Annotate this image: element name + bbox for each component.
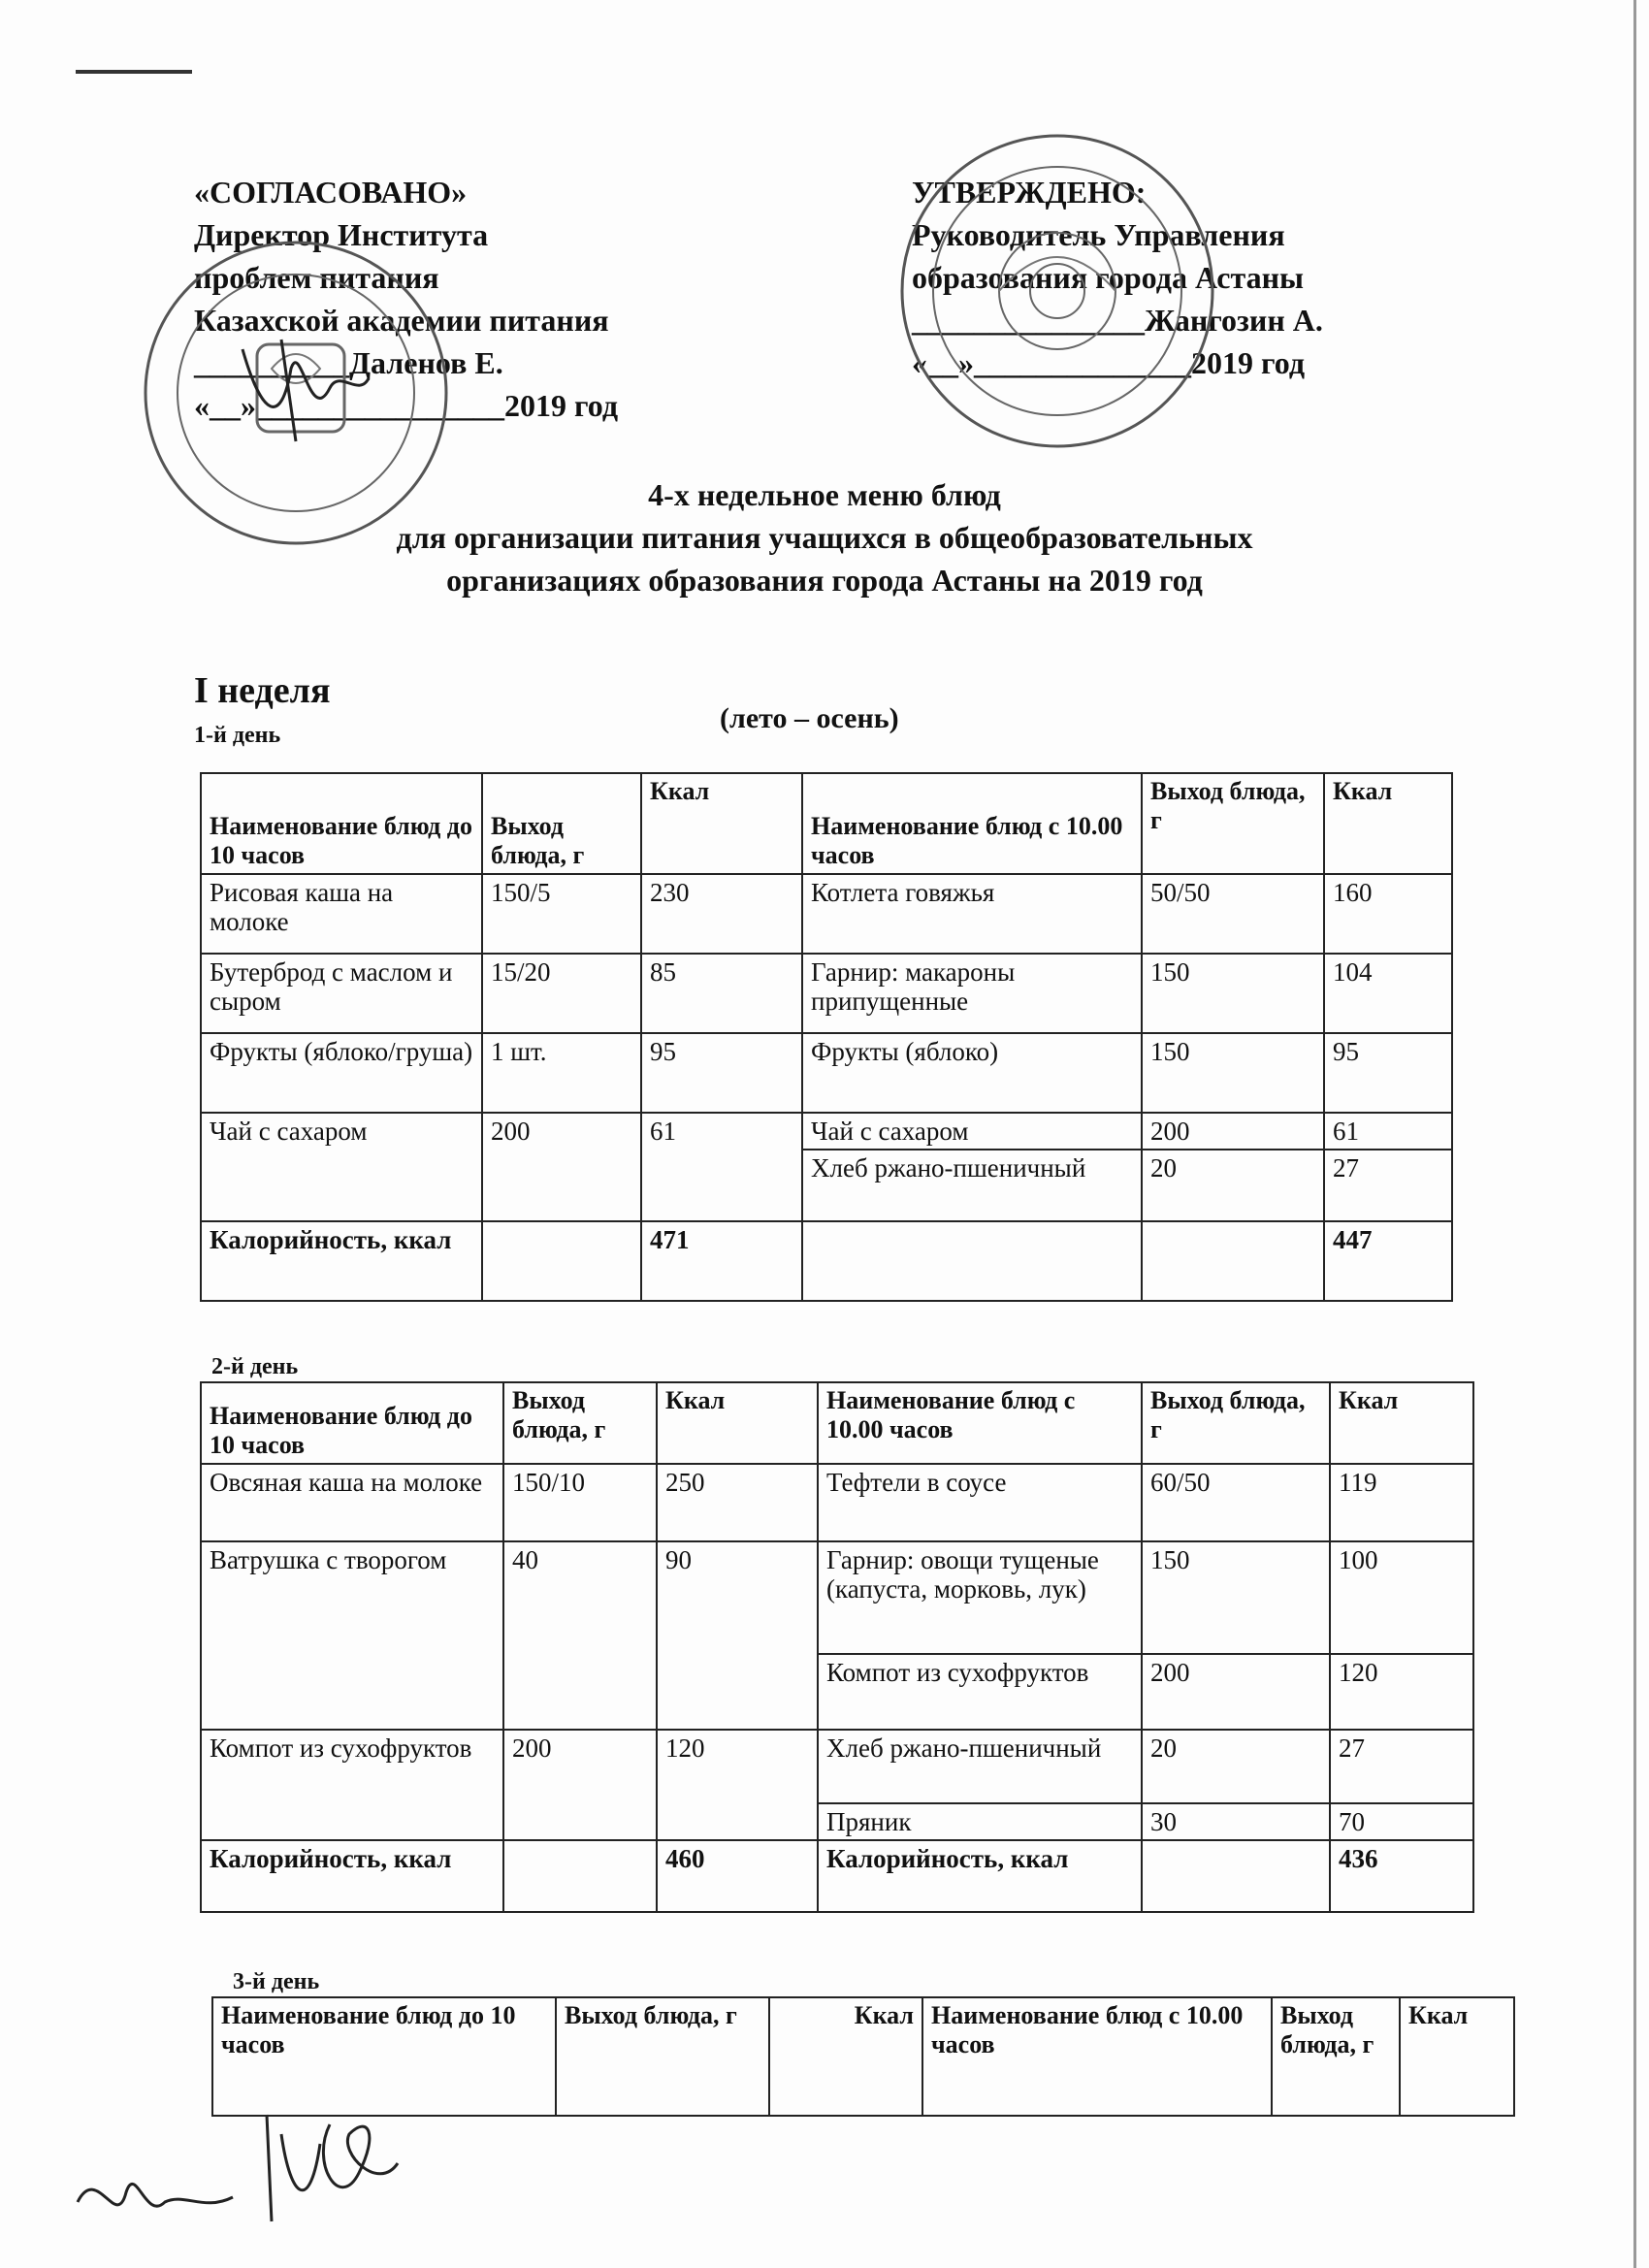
day1-label: 1-й день	[194, 723, 281, 748]
approval-left-title: «СОГЛАСОВАНО»	[194, 175, 468, 210]
am-kcal: 90	[657, 1541, 818, 1730]
am-yield: 150/5	[482, 874, 641, 954]
am-dish: Чай с сахаром	[201, 1113, 482, 1221]
col-header-kcal-pm: Ккал	[1400, 1997, 1514, 2116]
table-row	[201, 954, 1452, 1033]
document-title	[0, 473, 1649, 601]
total-am-kcal: 460	[657, 1840, 818, 1912]
pm-yield: 150	[1142, 1541, 1330, 1654]
table-row	[201, 1033, 1452, 1113]
col-header-kcal-am: Ккал	[641, 773, 802, 874]
day2-menu-table	[200, 1381, 1474, 1913]
pm-dish: Котлета говяжья	[802, 874, 1142, 954]
title-line-1: 4-х недельное меню блюд	[648, 477, 1001, 512]
am-yield: 200	[482, 1113, 641, 1221]
approval-left-date: «__»________________2019 год	[194, 388, 618, 423]
col-header-yield-pm: Выход блюда, г	[1272, 1997, 1400, 2116]
approval-left-org1: проблем питания	[194, 260, 439, 295]
pm-kcal: 160	[1324, 874, 1452, 954]
total-label: Калорийность, ккал	[201, 1221, 482, 1301]
approval-left-signer: __________Даленов Е.	[194, 345, 503, 380]
total-pm-label: Калорийность, ккал	[818, 1840, 1142, 1912]
pm-yield: 20	[1142, 1730, 1330, 1803]
col-header-kcal-am: Ккал	[657, 1382, 818, 1464]
col-header-yield-pm: Выход блюда, г	[1142, 1382, 1330, 1464]
am-yield: 15/20	[482, 954, 641, 1033]
table-total-row	[201, 1221, 1452, 1301]
col-header-yield-am: Выход блюда, г	[556, 1997, 769, 2116]
pm-kcal: 104	[1324, 954, 1452, 1033]
am-dish: Фрукты (яблоко/груша)	[201, 1033, 482, 1113]
total-label: Калорийность, ккал	[201, 1840, 503, 1912]
table-header-row	[212, 1997, 1514, 2116]
approval-left-org2: Казахской академии питания	[194, 303, 609, 338]
table-row	[201, 1541, 1473, 1654]
pm-dish: Компот из сухофруктов	[818, 1654, 1142, 1730]
pm-dish: Хлеб ржано-пшеничный	[818, 1730, 1142, 1803]
day2-label: 2-й день	[211, 1354, 299, 1379]
col-header-kcal-pm: Ккал	[1324, 773, 1452, 874]
total-pm-kcal: 436	[1330, 1840, 1473, 1912]
pm-kcal: 95	[1324, 1033, 1452, 1113]
empty-cell	[1142, 1221, 1324, 1301]
pm-kcal: 61	[1324, 1113, 1452, 1150]
pm-yield: 200	[1142, 1113, 1324, 1150]
col-header-name-am: Наименование блюд до 10 часов	[201, 773, 482, 874]
signature-bottom-left	[68, 2144, 242, 2241]
pm-dish: Тефтели в соусе	[818, 1464, 1142, 1541]
pm-kcal: 120	[1330, 1654, 1473, 1730]
pm-dish: Гарнир: овощи тущеные (капуста, морковь, лук)	[818, 1541, 1142, 1654]
approval-right-org: образования города Астаны	[912, 260, 1304, 295]
pm-yield: 200	[1142, 1654, 1330, 1730]
pm-yield: 60/50	[1142, 1464, 1330, 1541]
title-line-2: для организации питания учащихся в общеобразовательных	[396, 520, 1253, 555]
am-dish: Бутерброд с маслом и сыром	[201, 954, 482, 1033]
am-kcal: 61	[641, 1113, 802, 1221]
am-kcal: 85	[641, 954, 802, 1033]
pm-kcal: 70	[1330, 1803, 1473, 1840]
signature-left	[223, 330, 378, 446]
am-dish: Овсяная каша на молоке	[201, 1464, 503, 1541]
am-yield: 150/10	[503, 1464, 657, 1541]
day3-menu-table	[211, 1996, 1515, 2117]
pm-dish: Хлеб ржано-пшеничный	[802, 1150, 1142, 1221]
am-yield: 40	[503, 1541, 657, 1730]
am-yield: 200	[503, 1730, 657, 1840]
am-kcal: 230	[641, 874, 802, 954]
pm-yield: 20	[1142, 1150, 1324, 1221]
title-line-3: организациях образования города Астаны на 2019 год	[446, 563, 1203, 598]
table-row	[201, 1730, 1473, 1803]
col-header-name-am: Наименование блюд до 10 часов	[201, 1382, 503, 1464]
scan-edge	[1633, 0, 1636, 2268]
col-header-name-pm: Наименование блюд с 10.00 часов	[922, 1997, 1272, 2116]
table-row	[201, 1113, 1452, 1150]
am-dish: Компот из сухофруктов	[201, 1730, 503, 1840]
pm-dish: Чай с сахаром	[802, 1113, 1142, 1150]
approval-right-title: УТВЕРЖДЕНО:	[912, 175, 1147, 210]
table-total-row	[201, 1840, 1473, 1912]
pm-kcal: 27	[1324, 1150, 1452, 1221]
pm-kcal: 27	[1330, 1730, 1473, 1803]
am-dish: Рисовая каша на молоке	[201, 874, 482, 954]
col-header-yield-am: Выход блюда, г	[503, 1382, 657, 1464]
total-pm-kcal: 447	[1324, 1221, 1452, 1301]
empty-cell	[503, 1840, 657, 1912]
pm-dish: Гарнир: макароны припущенные	[802, 954, 1142, 1033]
col-header-yield-pm: Выход блюда, г	[1142, 773, 1324, 874]
pm-kcal: 119	[1330, 1464, 1473, 1541]
season-label: (лето – осень)	[720, 702, 899, 734]
scan-mark	[76, 70, 192, 74]
am-kcal: 95	[641, 1033, 802, 1113]
am-dish: Ватрушка с творогом	[201, 1541, 503, 1730]
col-header-name-pm: Наименование блюд с 10.00 часов	[802, 773, 1142, 874]
total-am-kcal: 471	[641, 1221, 802, 1301]
empty-cell	[802, 1221, 1142, 1301]
am-kcal: 250	[657, 1464, 818, 1541]
approval-right-position: Руководитель Управления	[912, 217, 1285, 252]
am-kcal: 120	[657, 1730, 818, 1840]
day1-menu-table	[200, 772, 1453, 1302]
empty-cell	[482, 1221, 641, 1301]
state-seal-stamp	[892, 126, 1222, 456]
table-header-row	[201, 773, 1452, 874]
approval-left-position: Директор Института	[194, 217, 489, 252]
pm-kcal: 100	[1330, 1541, 1473, 1654]
col-header-kcal-pm: Ккал	[1330, 1382, 1473, 1464]
col-header-yield-am: Выход блюда, г	[482, 773, 641, 874]
am-yield: 1 шт.	[482, 1033, 641, 1113]
approval-right-signer: _______________Жангозин А.	[912, 303, 1323, 338]
pm-yield: 50/50	[1142, 874, 1324, 954]
signature-bottom-right	[252, 2105, 407, 2231]
table-row	[201, 874, 1452, 954]
week-label: I неделя	[194, 670, 331, 711]
table-row	[201, 1464, 1473, 1541]
col-header-name-am: Наименование блюд до 10 часов	[212, 1997, 556, 2116]
pm-yield: 150	[1142, 954, 1324, 1033]
pm-dish: Пряник	[818, 1803, 1142, 1840]
empty-cell	[1142, 1840, 1330, 1912]
pm-yield: 150	[1142, 1033, 1324, 1113]
pm-dish: Фрукты (яблоко)	[802, 1033, 1142, 1113]
approval-right-date: «__»______________2019 год	[912, 345, 1305, 380]
table-header-row	[201, 1382, 1473, 1464]
pm-yield: 30	[1142, 1803, 1330, 1840]
col-header-kcal-am: Ккал	[769, 1997, 922, 2116]
col-header-name-pm: Наименование блюд с 10.00 часов	[818, 1382, 1142, 1464]
day3-label: 3-й день	[233, 1969, 320, 1994]
